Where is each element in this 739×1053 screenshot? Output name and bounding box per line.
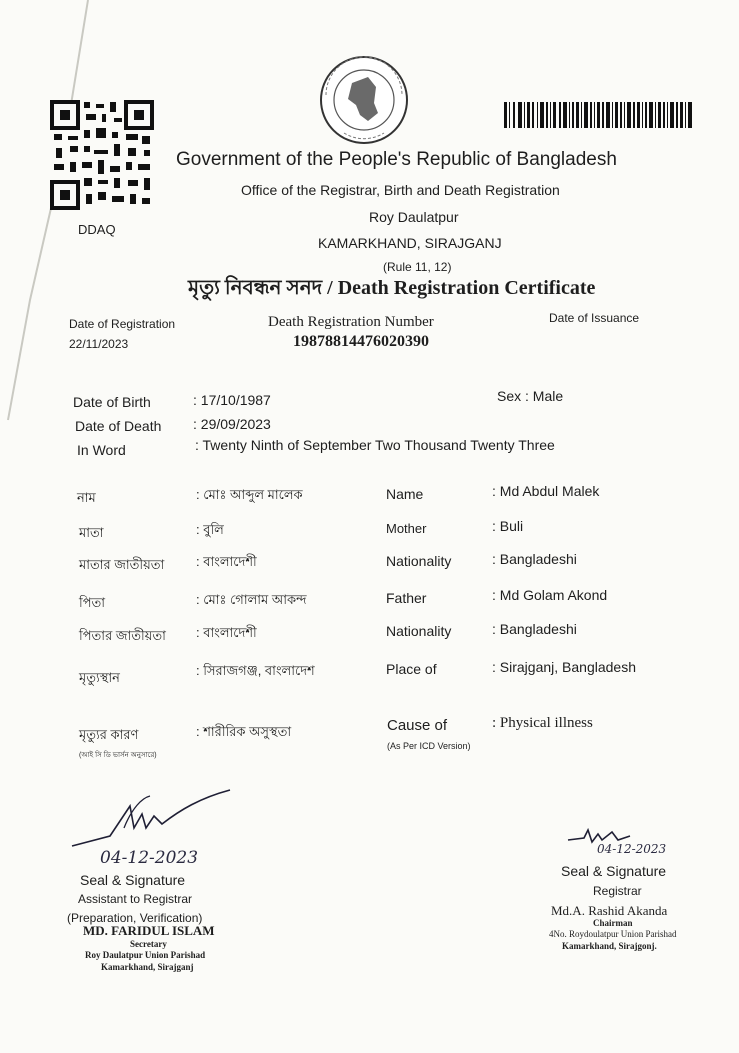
name-bn-value: : মোঃ আব্দুল মালেক [196, 487, 303, 502]
mother-en-value: : Buli [492, 518, 524, 534]
barcode-icon [504, 102, 694, 128]
inword-value: : Twenty Ninth of September Two Thousand Twenty Three [195, 437, 555, 453]
place-en-label: Place of [386, 661, 437, 677]
father-nationality-bn-label: পিতার জাতীয়তা [79, 628, 166, 643]
dod-value: : 29/09/2023 [193, 416, 271, 432]
assistant-signature-date: 04-12-2023 [100, 848, 199, 868]
assistant-stamp-name: MD. FARIDUL ISLAM [83, 923, 215, 938]
district-heading: KAMARKHAND, SIRAJGANJ [318, 235, 502, 251]
rule-reference: (Rule 11, 12) [383, 260, 452, 274]
assistant-seal-signature-label: Seal & Signature [80, 872, 186, 888]
registrar-stamp-place: Kamarkhand, Sirajgonj. [562, 941, 657, 951]
government-seal-icon [316, 55, 412, 145]
assistant-signature-icon [70, 788, 240, 852]
cause-en-note: (As Per ICD Version) [387, 741, 471, 751]
assistant-stamp-title: Secretary [130, 939, 167, 949]
place-en-value: : Sirajganj, Bangladesh [492, 659, 636, 675]
assistant-role: Assistant to Registrar [78, 892, 193, 906]
office-heading: Office of the Registrar, Birth and Death Registration [241, 182, 560, 198]
registrar-signature-date: 04-12-2023 [597, 842, 667, 856]
dob-label: Date of Birth [73, 394, 151, 410]
place-bn-value: : সিরাজগঞ্জ, বাংলাদেশ [196, 663, 315, 678]
inword-label: In Word [77, 442, 126, 458]
mother-bn-label: মাতা [79, 525, 104, 540]
father-bn-value: : মোঃ গোলাম আকন্দ [196, 592, 307, 607]
mother-nationality-bn-value: : বাংলাদেশী [196, 554, 257, 569]
registration-number-value: 19878814476020390 [293, 333, 429, 350]
mother-bn-value: : বুলি [196, 522, 224, 537]
registrar-stamp-title: Chairman [593, 918, 633, 928]
qr-code-icon [50, 100, 154, 210]
assistant-stamp-place: Kamarkhand, Sirajganj [101, 962, 194, 972]
sex-value: Sex : Male [497, 388, 564, 404]
dob-value: : 17/10/1987 [193, 392, 271, 408]
name-en-label: Name [386, 486, 424, 502]
father-nationality-bn-value: : বাংলাদেশী [196, 625, 257, 640]
union-heading: Roy Daulatpur [369, 209, 459, 225]
place-bn-label: মৃত্যুস্থান [79, 670, 120, 685]
assistant-role-note: (Preparation, Verification) [67, 911, 203, 925]
cause-bn-label: মৃত্যুর কারণ [79, 727, 139, 742]
date-of-registration-value: 22/11/2023 [69, 337, 129, 351]
name-bn-label: নাম [77, 490, 96, 505]
father-en-value: : Md Golam Akond [492, 587, 608, 603]
cause-bn-note: (আই সি ডি ভার্সন অনুসারে) [79, 752, 157, 759]
registrar-seal-signature-label: Seal & Signature [561, 863, 667, 879]
mother-nationality-en-value: : Bangladeshi [492, 551, 577, 567]
registrar-stamp-name: Md.A. Rashid Akanda [551, 903, 668, 918]
registrar-stamp-org: 4No. Roydoulatpur Union Parishad [549, 929, 677, 939]
date-of-registration-label: Date of Registration [69, 317, 176, 331]
assistant-stamp-org: Roy Daulatpur Union Parishad [85, 950, 206, 960]
cause-en-value: : Physical illness [492, 715, 593, 731]
date-of-issuance-label: Date of Issuance [549, 311, 640, 325]
qr-code-label: DDAQ [78, 222, 116, 237]
name-en-value: : Md Abdul Malek [492, 483, 600, 499]
mother-en-label: Mother [386, 521, 427, 536]
registrar-role: Registrar [593, 884, 642, 898]
father-nationality-en-label: Nationality [386, 623, 452, 639]
father-nationality-en-value: : Bangladeshi [492, 621, 577, 637]
father-en-label: Father [386, 590, 427, 606]
certificate-title: মৃত্যু নিবন্ধন সনদ / Death Registration Certificate [188, 277, 596, 299]
mother-nationality-bn-label: মাতার জাতীয়তা [79, 557, 165, 572]
dod-label: Date of Death [75, 418, 162, 434]
mother-nationality-en-label: Nationality [386, 553, 452, 569]
government-heading: Government of the People's Republic of Bangladesh [176, 149, 617, 170]
cause-en-label: Cause of [387, 717, 448, 734]
cause-bn-value: : শারীরিক অসুস্থতা [196, 724, 292, 739]
father-bn-label: পিতা [79, 595, 106, 610]
registration-number-label: Death Registration Number [268, 314, 434, 330]
